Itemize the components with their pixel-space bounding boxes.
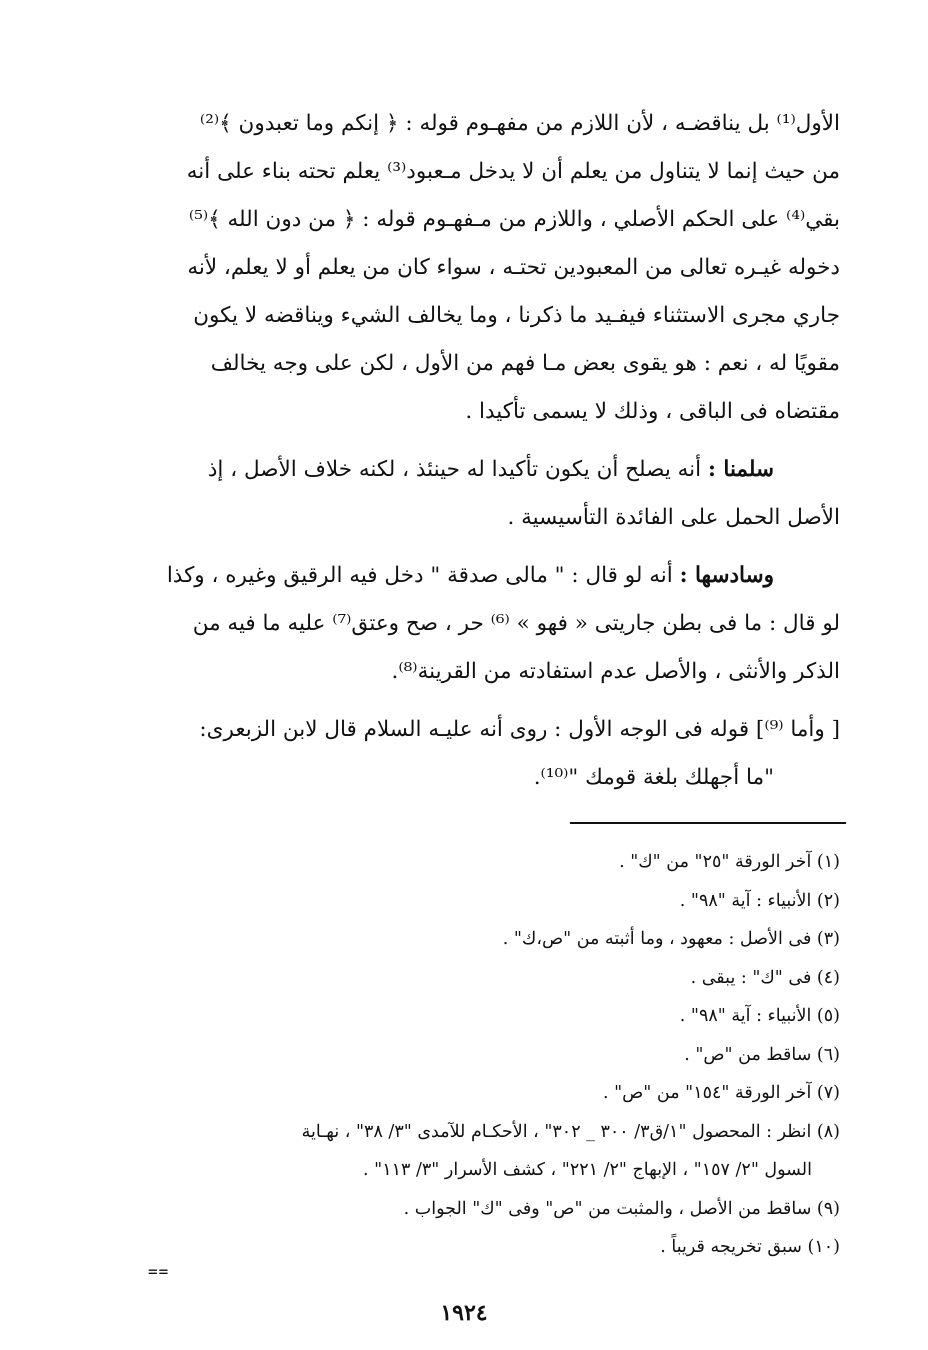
page-number: ١٩٢٤ [440, 1300, 488, 1326]
footnotes [130, 843, 840, 1267]
footnote: (٨) انظر : المحصول "١/ق٣/ ٣٠٠ _ ٣٠٢" ، الأحكـام للآمدى "٣/ ٣٨" ، نهـاية [301, 1121, 840, 1142]
text-line: لو قال : ما فى بطن جاريتى « فهو » ⁽⁶⁾ حر ، صح وعتق⁽⁷⁾ عليه ما فيه من [192, 611, 840, 636]
footnote: (٩) ساقط من الأصل ، والمثبت من "ص" وفى "ك" الجواب . [403, 1198, 840, 1219]
footnote: (٣) فى الأصل : معهود ، وما أثبته من "ص،ك" . [502, 929, 840, 949]
text-line: مقتضاه فى الباقى ، وذلك لا يسمى تأكيدا . [465, 399, 840, 424]
paragraph-1 [130, 100, 840, 436]
paragraph-text: أنه يصلح أن يكون تأكيدا له حينئذ ، لكنه خلاف الأصل ، إذ [207, 457, 708, 482]
footnote: (٥) الأنبياء : آية "٩٨" . [679, 1006, 840, 1026]
footnote: (٤) فى "ك" : يبقى . [690, 967, 840, 988]
footnote: (٢) الأنبياء : آية "٩٨" . [679, 890, 840, 911]
text-line: الأول⁽¹⁾ بل يناقضـه ، لأن اللازم من مفهـوم قوله : ﴿ إنكم وما تعبدون ﴾⁽²⁾ [199, 111, 840, 136]
footnote-continuation: السول "٢/ ١٥٧" ، الإبهاج "٢/ ٢٢١" ، كشف الأسرار "٣/ ١١٣" . [363, 1160, 812, 1180]
text-line: [ وأما ⁽⁹⁾] قوله فى الوجه الأول : روى أنه عليـه السلام قال لابن الزبعرى: [199, 717, 840, 742]
paragraph-3 [130, 552, 840, 696]
paragraph-4 [130, 706, 840, 802]
footnote: (٦) ساقط من "ص" . [684, 1044, 840, 1065]
footnote: (١٠) سبق تخريجه قريباً . [660, 1237, 840, 1257]
paragraph-2 [130, 446, 840, 542]
text-line [130, 552, 840, 600]
text-line: الأصل الحمل على الفائدة التأسيسية . [507, 505, 840, 530]
footnote: (١) آخر الورقة "٢٥" من "ك" . [619, 852, 840, 872]
text-line [130, 446, 840, 494]
paragraph-lead: وسادسها : [679, 563, 774, 588]
text-line: من حيث إنما لا يتناول من يعلم أن لا يدخل مـعبود⁽³⁾ يعلم تحته بناء على أنه [186, 159, 840, 184]
text-line: "ما أجهلك بلغة قومك "⁽¹⁰⁾. [533, 765, 774, 790]
paragraph-lead: سلمنا : [707, 457, 774, 482]
main-text [130, 100, 840, 802]
text-line: دخوله غيـره تعالى من المعبودين تحتـه ، سواء كان من يعلم أو لا يعلم، لأنه [187, 255, 840, 280]
text-line: بقي⁽⁴⁾ على الحكم الأصلي ، واللازم من مـفهـوم قوله : ﴿ من دون الله ﴾⁽⁵⁾ [188, 207, 840, 232]
paragraph-text: أنه لو قال : " مالى صدقة " دخل فيه الرقيق وغيره ، وكذا [166, 563, 680, 588]
text-line: جاري مجرى الاستثناء فيفـيد ما ذكرنا ، وما يخالف الشيء ويناقضه لا يكون [193, 303, 840, 328]
footnote-divider [570, 822, 846, 824]
text-line: الذكر والأنثى ، والأصل عدم استفادته من القرينة⁽⁸⁾. [391, 659, 840, 684]
footnote: (٧) آخر الورقة "١٥٤" من "ص" . [602, 1083, 840, 1103]
text-line: مقويًا له ، نعم : هو يقوى بعض مـا فهم من الأول ، لكن على وجه يخالف [210, 351, 840, 376]
continuation-mark: == [148, 1262, 170, 1281]
